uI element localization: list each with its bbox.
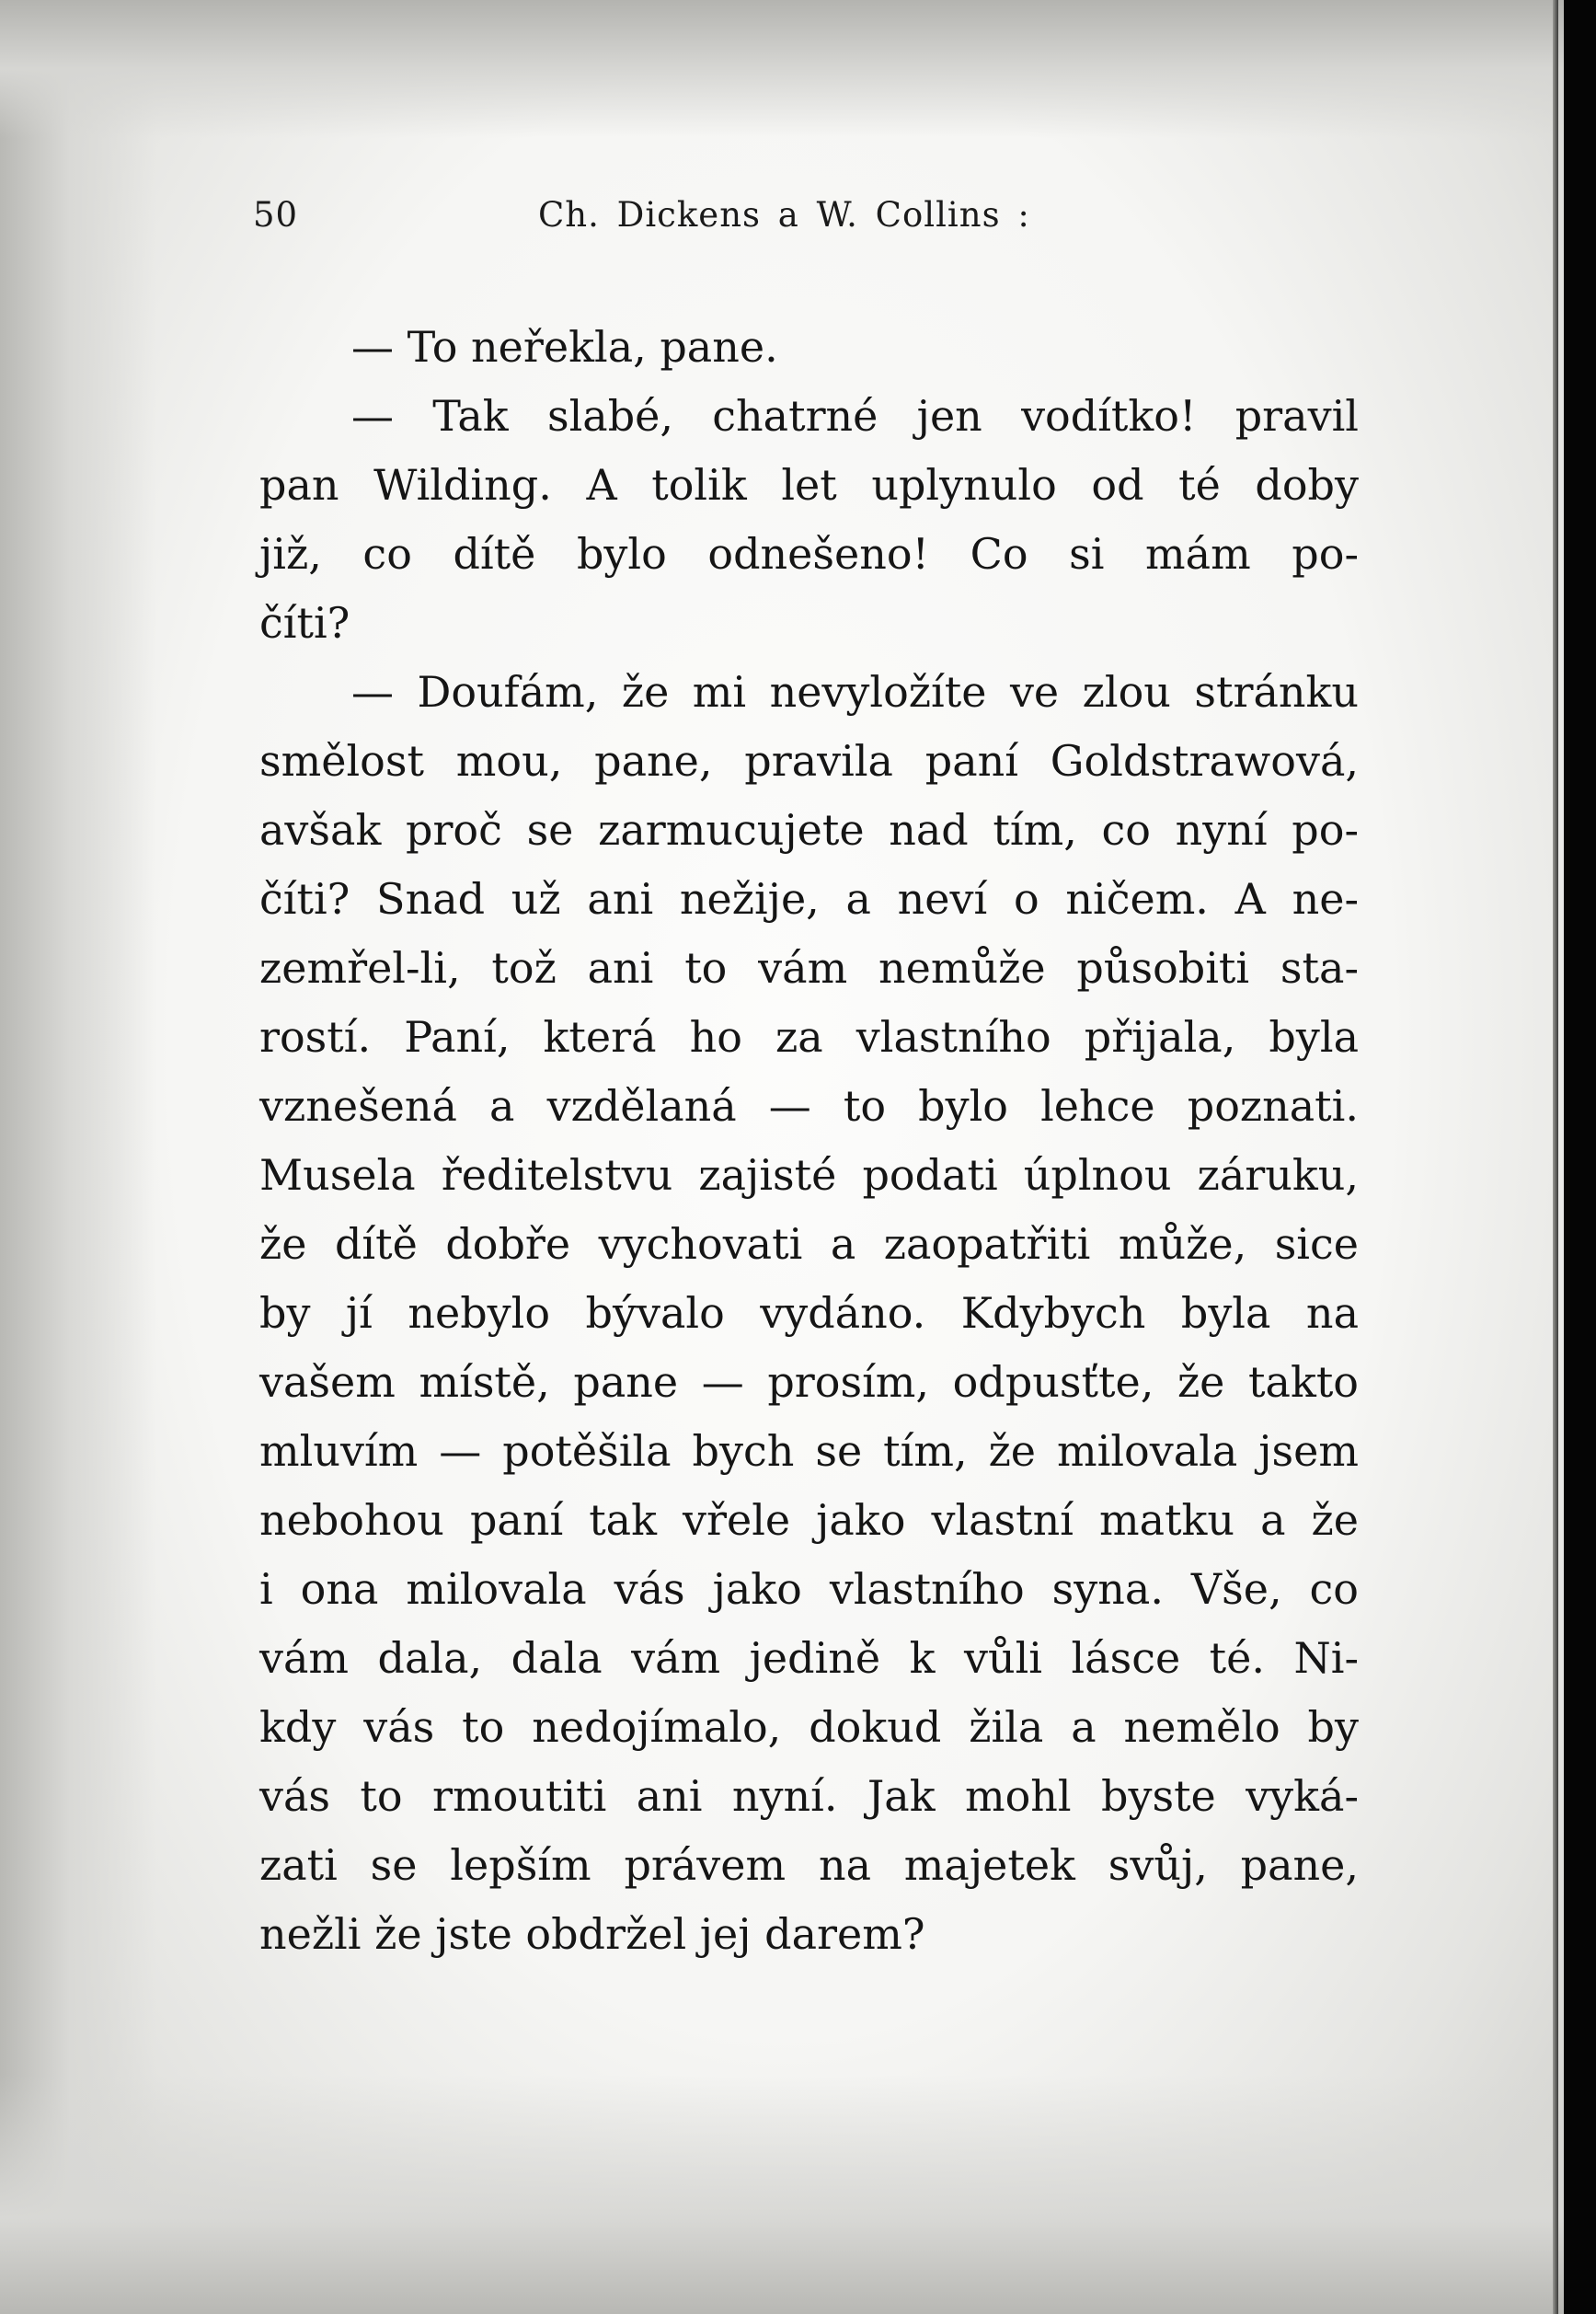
running-title: Ch. Dickens a W. Collins :	[538, 195, 1030, 235]
running-head	[253, 195, 1449, 250]
text-line: avšak proč se zarmucujete nad tím, co nyní po-	[259, 805, 1359, 855]
text-line: zati se lepším právem na majetek svůj, pane,	[259, 1840, 1359, 1890]
text-line: Musela ředitelstvu zajisté podati úplnou záruku,	[259, 1150, 1359, 1200]
text-line: vznešená a vzdělaná — to bylo lehce poznati.	[259, 1081, 1359, 1131]
page-edge-rule	[1553, 0, 1558, 2314]
text-line: zemřel-li, tož ani to vám nemůže působiti sta-	[259, 943, 1359, 993]
text-line: číti?	[259, 598, 350, 648]
page-shadow-top	[0, 0, 1564, 138]
text-line: vám dala, dala vám jedině k vůli lásce té. Ni-	[259, 1633, 1359, 1683]
text-line: nebohou paní tak vřele jako vlastní matku a že	[259, 1495, 1359, 1545]
text-line: že dítě dobře vychovati a zaopatřiti může, sice	[259, 1219, 1359, 1269]
text-line: kdy vás to nedojímalo, dokud žila a nemělo by	[259, 1702, 1359, 1752]
text-line: vás to rmoutiti ani nyní. Jak mohl byste vyká-	[259, 1771, 1359, 1821]
text-line: mluvím — potěšila bych se tím, že milovala jsem	[259, 1426, 1359, 1476]
text-line: číti? Snad už ani nežije, a neví o ničem. A ne-	[259, 874, 1359, 924]
body-text	[259, 313, 1359, 1969]
page-shadow-left	[0, 0, 156, 2314]
text-line: vašem místě, pane — prosím, odpusťte, že takto	[259, 1357, 1359, 1407]
text-line: smělost mou, pane, pravila paní Goldstrawová,	[259, 736, 1359, 786]
text-line: rostí. Paní, která ho za vlastního přijala, byla	[259, 1012, 1359, 1062]
text-line: pan Wilding. A tolik let uplynulo od té doby	[259, 460, 1359, 510]
text-line: by jí nebylo bývalo vydáno. Kdybych byla na	[259, 1288, 1359, 1338]
text-line: nežli že jste obdržel jej darem?	[259, 1909, 925, 1959]
text-line: i ona milovala vás jako vlastního syna. Vše, co	[259, 1564, 1359, 1614]
text-line: — Doufám, že mi nevyložíte ve zlou stránku	[351, 667, 1359, 717]
text-line: — To neřekla, pane.	[351, 322, 778, 372]
page-number: 50	[253, 195, 299, 235]
scan-border	[1564, 0, 1596, 2314]
text-line: již, co dítě bylo odnešeno! Co si mám po-	[259, 529, 1359, 579]
text-line: — Tak slabé, chatrné jen vodítko! pravil	[351, 391, 1359, 441]
page-shadow-bottom	[0, 2075, 1564, 2314]
